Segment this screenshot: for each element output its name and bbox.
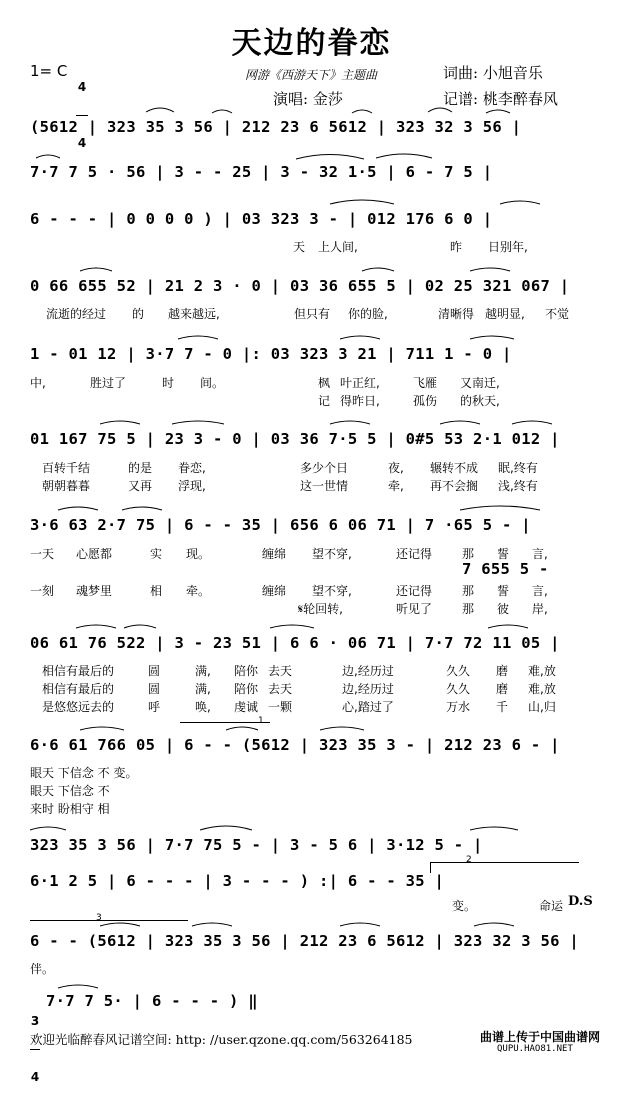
subtitle: 网游《西游天下》主题曲: [245, 68, 378, 82]
lyric-line-8-c7: 万水: [446, 700, 471, 714]
lyric-line-8-c5: 一颗: [268, 700, 293, 714]
lyric-line-7-b9: 誓: [497, 584, 510, 598]
lyric-line-7-b4: 牵。: [186, 584, 211, 598]
score-line-11: 6·1 2 5 | 6 - - - | 3 - - - ) :| 6 - - 35 |: [30, 872, 445, 890]
lyric-line-7-b3: 相: [150, 584, 163, 598]
lyric-line-6-a5: 夜,: [388, 461, 404, 475]
lyric-line-11-b: 命运: [539, 899, 564, 913]
time-sig-bottom: 4: [77, 136, 87, 150]
score-line-7: 3·6 63 2·7 75 | 6 - - 35 | 656 6 06 71 | 7 ·65 5 - |: [30, 516, 531, 534]
lyric-line-8-a4: 陪你: [234, 664, 259, 678]
volta-1-bracket: [180, 722, 270, 731]
lyric-line-8-b7: 久久: [446, 682, 471, 696]
lyric-line-8-b4: 陪你: [234, 682, 259, 696]
lyric-line-5-a4: 间。: [200, 376, 225, 390]
lyric-line-8-a3: 满,: [195, 664, 211, 678]
time-sig-top: 4: [77, 80, 87, 94]
lyric-line-4-d: 但只有: [294, 307, 331, 321]
lyric-line-3-b: 上人间,: [318, 240, 358, 254]
lyric-line-7-a7: 还记得: [396, 547, 433, 561]
lyric-line-12: 伴。: [30, 962, 55, 976]
lyric-line-8-c3: 唤,: [195, 700, 211, 714]
lyric-line-8-b6: 边,经历过: [342, 682, 394, 696]
score-line-4: 0 66 655 52 | 21 2 3 · 0 | 03 36 655 5 | 02 25 321 067 |: [30, 277, 570, 295]
score-line-12: 6 - - (5612 | 323 35 3 56 | 212 23 6 5612 | 323 32 3 56 |: [30, 932, 580, 950]
score-line-13: 7·7 7 5· | 6 - - - ) ‖: [46, 992, 258, 1010]
time-sig-change-top: 3: [30, 1014, 40, 1028]
lyric-line-11-a: 变。: [452, 899, 477, 913]
volta-1-number: 1: [258, 716, 264, 726]
site-credit: 曲谱上传于中国曲谱网: [480, 1030, 601, 1044]
volta-2-number: 2: [466, 855, 472, 865]
lyric-line-6-a4: 多少个日: [300, 461, 349, 475]
lyric-line-8-c2: 呼: [148, 700, 161, 714]
lyric-line-4-g: 越明显,: [485, 307, 525, 321]
volta-3-number: 3: [96, 913, 102, 923]
lyric-line-5-a7: 飞雁: [413, 376, 438, 390]
score-line-10: 323 35 3 56 | 7·7 75 5 - | 3 - 5 6 | 3·12 5 - |: [30, 836, 483, 854]
lyric-line-7-b8: 那: [462, 584, 475, 598]
lyric-line-6-a3: 眷恋,: [178, 461, 206, 475]
lyric-line-8-a7: 久久: [446, 664, 471, 678]
lyric-line-7-b1: 一刻: [30, 584, 55, 598]
lyric-line-5-a8: 又南迁,: [460, 376, 500, 390]
lyric-line-5-a6: 叶正红,: [340, 376, 380, 390]
lyricist-composer: 词曲: 小旭音乐: [443, 64, 543, 82]
lyric-line-5-b3: 孤伤: [413, 394, 438, 408]
score-line-9: 6·6 61 766 05 | 6 - - (5612 | 323 35 3 - | 212 23 6 - |: [30, 736, 560, 754]
lyric-line-6-a7: 眠,终有: [498, 461, 538, 475]
lyric-line-8-a2: 圆: [148, 664, 161, 678]
lyric-line-8-b8: 磨: [496, 682, 509, 696]
transcriber: 记谱: 桃李醉春风: [443, 90, 558, 108]
lyric-line-4-b: 的: [132, 307, 145, 321]
lyric-line-9-b: 眼天 下信念 不: [30, 784, 110, 798]
lyric-line-8-c8: 千: [496, 700, 509, 714]
key-signature: 1= C: [30, 62, 68, 80]
lyric-line-4-f: 清晰得: [438, 307, 475, 321]
lyric-line-7-a4: 现。: [186, 547, 211, 561]
lyric-line-8-c6: 心,踏过了: [342, 700, 394, 714]
lyric-line-5-a2: 胜过了: [90, 376, 127, 390]
lyric-line-7-c5: 岸,: [532, 602, 548, 616]
lyric-line-9-c: 来时 盼相守 相: [30, 802, 110, 816]
lyric-line-6-a6: 辗转不成: [430, 461, 479, 475]
lyric-line-8-a1: 相信有最后的: [42, 664, 115, 678]
lyric-line-8-b5: 去天: [268, 682, 293, 696]
lyric-line-7-a5: 缠绵: [262, 547, 287, 561]
lyric-line-8-a8: 磨: [496, 664, 509, 678]
lyric-line-8-a9: 难,放: [528, 664, 556, 678]
lyric-line-8-b1: 相信有最后的: [42, 682, 115, 696]
lyric-line-6-a1: 百转千结: [42, 461, 91, 475]
score-line-8: 06 61 76 522 | 3 - 23 51 | 6 6 · 06 71 | 7·7 72 11 05 |: [30, 634, 560, 652]
lyric-line-6-b1: 朝朝暮暮: [42, 479, 91, 493]
lyric-line-4-e: 你的脸,: [348, 307, 388, 321]
lyric-line-5-a1: 中,: [30, 376, 46, 390]
lyric-line-7-a9: 誓: [497, 547, 510, 561]
lyric-line-9-a: 眼天 下信念 不 变。: [30, 766, 138, 780]
lyric-line-7-a6: 望不穿,: [312, 547, 352, 561]
lyric-line-3-d: 日别年,: [488, 240, 528, 254]
lyric-line-6-a2: 的是: [128, 461, 153, 475]
lyric-line-7-b6: 望不穿,: [312, 584, 352, 598]
lyric-line-8-b2: 圆: [148, 682, 161, 696]
score-line-1: (5612 | 323 35 3 56 | 212 23 6 5612 | 323 32 3 56 |: [30, 118, 522, 136]
lyric-line-7-c3: 那: [462, 602, 475, 616]
site-url: QUPU.HAO81.NET: [497, 1044, 573, 1054]
lyric-line-8-a6: 边,经历过: [342, 664, 394, 678]
lyric-line-8-c4: 虔诚: [234, 700, 259, 714]
lyric-line-5-a5: 枫: [318, 376, 331, 390]
score-line-3: 6 - - - | 0 0 0 0 ) | 03 323 3 - | 012 176 6 0 |: [30, 210, 493, 228]
lyric-line-7-b10: 言,: [532, 584, 548, 598]
song-title: 天边的眷恋: [231, 26, 392, 61]
lyric-line-7-a2: 心愿都: [76, 547, 113, 561]
lyric-line-7-a8: 那: [462, 547, 475, 561]
volta-2-bracket: [430, 862, 579, 873]
lyric-line-7-b5: 缠绵: [262, 584, 287, 598]
score-line-2: 7·7 7 5 · 56 | 3 - - 25 | 3 - 32 1·5 | 6 - 7 5 |: [30, 163, 493, 181]
lyric-line-3-c: 昨: [450, 240, 463, 254]
lyric-line-7-c1: 𝄋轮回转,: [298, 602, 343, 616]
score-line-7-variant: 7 655 5 -: [462, 560, 549, 578]
lyric-line-6-b6: 再不会搁: [430, 479, 479, 493]
volta-3-bracket: [30, 920, 188, 927]
lyric-line-5-b1: 记: [318, 394, 331, 408]
lyric-line-8-c9: 山,归: [528, 700, 556, 714]
lyric-line-4-a: 流逝的经过: [46, 307, 107, 321]
lyric-line-7-a10: 言,: [532, 547, 548, 561]
lyric-line-4-c: 越来越远,: [168, 307, 220, 321]
lyric-line-4-h: 不觉: [545, 307, 570, 321]
lyric-line-8-c1: 是悠悠远去的: [42, 700, 115, 714]
lyric-line-7-a3: 实: [150, 547, 163, 561]
lyric-line-7-c4: 彼: [497, 602, 510, 616]
lyric-line-6-b5: 牵,: [388, 479, 404, 493]
lyric-line-8-b9: 难,放: [528, 682, 556, 696]
lyric-line-7-a1: 一天: [30, 547, 55, 561]
lyric-line-7-b2: 魂梦里: [76, 584, 113, 598]
lyric-line-7-c2: 听见了: [396, 602, 433, 616]
lyric-line-5-b2: 得昨日,: [340, 394, 380, 408]
lyric-line-5-b4: 的秋天,: [460, 394, 500, 408]
lyric-line-7-b7: 还记得: [396, 584, 433, 598]
lyric-line-6-b2: 又再: [128, 479, 153, 493]
dal-segno-mark: D.S: [568, 894, 593, 909]
score-line-6: 01 167 75 5 | 23 3 - 0 | 03 36 7·5 5 | 0#5 53 2·1 012 |: [30, 430, 560, 448]
footer-text: 欢迎光临醉春风记谱空间: http: //user.qzone.qq.com/563264185: [30, 1032, 413, 1047]
lyric-line-6-b4: 这一世情: [300, 479, 349, 493]
lyric-line-3-a: 天: [293, 240, 306, 254]
lyric-line-6-b3: 浮现,: [178, 479, 206, 493]
singer: 演唱: 金莎: [273, 90, 343, 108]
lyric-line-8-a5: 去天: [268, 664, 293, 678]
lyric-line-5-a3: 时: [162, 376, 175, 390]
score-line-5: 1 - 01 12 | 3·7 7 - 0 |: 03 323 3 21 | 711 1 - 0 |: [30, 345, 512, 363]
time-signature: [76, 60, 88, 160]
lyric-line-8-b3: 满,: [195, 682, 211, 696]
time-sig-change-bottom: 4: [30, 1070, 40, 1084]
lyric-line-6-b7: 浅,终有: [498, 479, 538, 493]
